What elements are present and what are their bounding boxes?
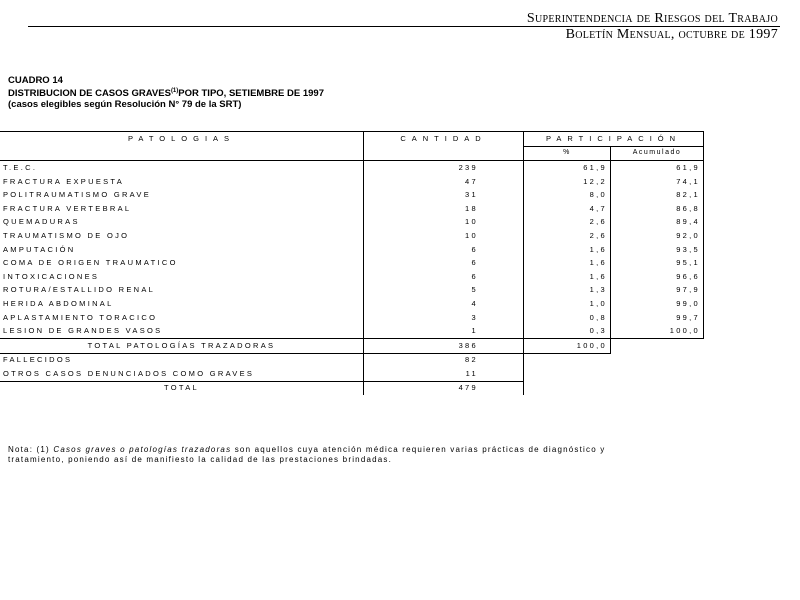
- row-pct: 1,0: [524, 297, 611, 311]
- row-cantidad: 6: [364, 243, 524, 257]
- row-acumulado: 95,1: [611, 256, 704, 270]
- footnote: Nota: (1) Casos graves o patologías trazadoras son aquellos cuya atención médica requieren varias prácticas de diagnóstico y tratamiento, poniendo así de manifiesto la calidad de las prestaciones brindadas.: [8, 445, 606, 464]
- table-row: [0, 202, 704, 216]
- total-trazadoras-label: TOTAL PATOLOGÍAS TRAZADORAS: [0, 338, 364, 353]
- row-cantidad: 10: [364, 229, 524, 243]
- row-pct: 1,6: [524, 270, 611, 284]
- row-cantidad: 10: [364, 216, 524, 230]
- fallecidos-row: [0, 353, 704, 367]
- col-header-patologias: PATOLOGIAS: [0, 132, 364, 161]
- row-acumulado: 96,6: [611, 270, 704, 284]
- table-row: [0, 284, 704, 298]
- table-row: [0, 243, 704, 257]
- total-cantidad: 479: [364, 381, 524, 395]
- table-row: [0, 297, 704, 311]
- table-caption: [8, 75, 324, 110]
- row-acumulado: 93,5: [611, 243, 704, 257]
- row-patologia: FRACTURA VERTEBRAL: [3, 203, 132, 213]
- row-pct: 1,6: [524, 243, 611, 257]
- row-pct: 0,8: [524, 311, 611, 325]
- row-cantidad: 6: [364, 270, 524, 284]
- total-trazadoras-cantidad: 386: [364, 338, 524, 353]
- row-patologia: T.E.C.: [0, 161, 364, 175]
- otros-cantidad: 11: [364, 367, 524, 381]
- row-pct: 2,6: [524, 229, 611, 243]
- row-acumulado: 99,0: [611, 297, 704, 311]
- table-row: [0, 161, 704, 175]
- table-row: [0, 311, 704, 325]
- otros-row: [0, 367, 704, 381]
- row-patologia: INTOXICACIONES: [3, 271, 100, 281]
- row-cantidad: 239: [364, 161, 524, 175]
- fallecidos-cantidad: 82: [364, 353, 524, 367]
- row-acumulado: 82,1: [611, 188, 704, 202]
- row-acumulado: 89,4: [611, 216, 704, 230]
- col-header-pct: %: [524, 146, 611, 161]
- col-header-acumulado: Acumulado: [611, 146, 704, 161]
- row-acumulado: 74,1: [611, 175, 704, 189]
- agency-title: Superintendencia de Riesgos del Trabajo: [526, 11, 778, 26]
- table-row: [0, 229, 704, 243]
- table-row: [0, 256, 704, 270]
- row-cantidad: 6: [364, 256, 524, 270]
- row-patologia: FRACTURA EXPUESTA: [3, 176, 125, 186]
- row-pct: 1,3: [524, 284, 611, 298]
- row-cantidad: 31: [364, 188, 524, 202]
- cuadro-subtitle: (casos elegibles según Resolución N° 79 de la SRT): [8, 99, 242, 111]
- row-acumulado: 99,7: [611, 311, 704, 325]
- casos-graves-table: [0, 131, 704, 395]
- table-row: [0, 324, 704, 338]
- row-cantidad: 47: [364, 175, 524, 189]
- row-patologia: LESION DE GRANDES VASOS: [0, 324, 364, 338]
- row-pct: 61,9: [524, 161, 611, 175]
- cuadro-number: CUADRO 14: [8, 75, 63, 86]
- row-cantidad: 1: [364, 324, 524, 338]
- table-row: [0, 270, 704, 284]
- fallecidos-label: FALLECIDOS: [3, 355, 73, 365]
- otros-label: OTROS CASOS DENUNCIADOS COMO GRAVES: [0, 367, 364, 381]
- row-cantidad: 5: [364, 284, 524, 298]
- bulletin-title: Boletín Mensual, octubre de 1997: [565, 27, 778, 42]
- row-pct: 1,6: [524, 256, 611, 270]
- row-patologia: QUEMADURAS: [3, 217, 80, 227]
- row-cantidad: 4: [364, 297, 524, 311]
- row-patologia: POLITRAUMATISMO GRAVE: [3, 190, 152, 200]
- total-trazadoras-pct: 100,0: [524, 338, 611, 353]
- row-acumulado: 61,9: [611, 161, 704, 175]
- row-patologia: APLASTAMIENTO TORACICO: [3, 312, 158, 322]
- row-pct: 8,0: [524, 188, 611, 202]
- row-acumulado: 92,0: [611, 229, 704, 243]
- row-patologia: TRAUMATISMO DE OJO: [3, 230, 130, 240]
- table-row: [0, 188, 704, 202]
- total-row: [0, 381, 704, 395]
- row-patologia: AMPUTACIÓN: [3, 244, 76, 254]
- row-patologia: HERIDA ABDOMINAL: [3, 298, 114, 308]
- row-acumulado: 86,8: [611, 202, 704, 216]
- row-pct: 2,6: [524, 216, 611, 230]
- total-label: TOTAL: [164, 383, 199, 393]
- row-patologia: COMA DE ORIGEN TRAUMATICO: [3, 258, 178, 268]
- row-cantidad: 3: [364, 311, 524, 325]
- table-row: [0, 216, 704, 230]
- row-patologia: ROTURA/ESTALLIDO RENAL: [3, 285, 156, 295]
- table-row: [0, 175, 704, 189]
- row-pct: 4,7: [524, 202, 611, 216]
- row-acumulado: 97,9: [611, 284, 704, 298]
- row-pct: 0,3: [524, 324, 611, 338]
- header-row: [0, 132, 704, 147]
- total-trazadoras-row: [0, 338, 704, 353]
- row-acumulado: 100,0: [611, 324, 704, 338]
- col-header-cantidad: CANTIDAD: [364, 132, 524, 161]
- cuadro-title: DISTRIBUCION DE CASOS GRAVES$^{(1)}$POR TIPO, SETIEMBRE DE 1997: [8, 88, 324, 100]
- col-header-participacion: PARTICIPACIÓN: [524, 132, 704, 147]
- row-pct: 12,2: [524, 175, 611, 189]
- row-cantidad: 18: [364, 202, 524, 216]
